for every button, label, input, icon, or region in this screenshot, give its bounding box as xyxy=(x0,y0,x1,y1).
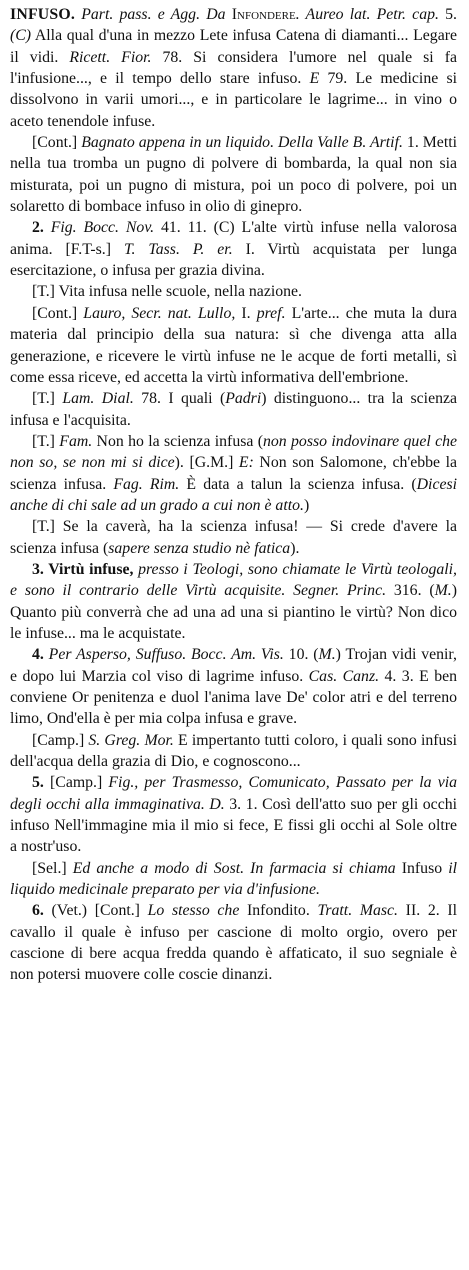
text-run: ). [G.M.] xyxy=(174,454,239,472)
italic-run: Fig. Bocc. Nov. xyxy=(43,219,155,237)
italic-run: S. Greg. Mor. xyxy=(88,731,174,749)
italic-run: E: xyxy=(238,454,254,472)
italic-run: Tratt. Masc. xyxy=(317,902,398,920)
italic-run: Lam. Dial. xyxy=(62,390,134,408)
text-run: 5. xyxy=(445,6,457,23)
text-run: 316. ( xyxy=(386,582,435,600)
italic-run: Fam. xyxy=(59,432,93,450)
text-run: [Sel.] xyxy=(32,859,73,877)
italic-run: Fag. Rim. xyxy=(113,475,180,493)
text-run: [T.] Vita infusa nelle scuole, nella nazione. xyxy=(32,283,302,301)
text-run: [Camp.] xyxy=(43,774,109,792)
text-run: 3. 1. Così dell'atto suo per gli occhi infuso Nell'immagine mia il mio si fece, E fissi gli occhi al Sole oltre a nostr'uso. xyxy=(10,795,457,856)
smallcaps-run: Infondere xyxy=(231,6,296,23)
text-run: [T.] xyxy=(32,432,60,450)
text-run: 4. 3. E ben conviene Or penitenza e duol l'anima lave De' color atri e del terreno limo, Ond'ella è per mia colpa infusa e grave. xyxy=(10,667,457,728)
entry-citation-cont-della-valle xyxy=(10,132,457,217)
italic-run: presso i Teologi, sono chiamate le Virtù teologali, e sono il contrario delle Virtù acquisite. Segner. Princ. xyxy=(10,560,457,600)
italic-run: non posso indovinare quel che non so, se non mi si dice xyxy=(10,432,457,472)
entry-definition-main xyxy=(10,4,457,132)
text-run: ) xyxy=(303,496,310,514)
italic-run: Ed anche a modo di Sost. In farmacia si chiama xyxy=(72,859,396,877)
text-run: 41. 11. (C) L'alte virtù infuse nella valorosa anima. [F.T-s.] xyxy=(10,219,457,258)
entry-sense-3-virtu-infuse xyxy=(10,559,457,644)
italic-run: Per Asperso, Suffuso. Bocc. Am. Vis. xyxy=(43,646,284,664)
entry-citation-lam-dial xyxy=(10,388,457,431)
italic-run: Lauro, Secr. nat. Lullo, xyxy=(83,304,236,322)
italic-run: Cas. Canz. xyxy=(308,667,380,685)
text-run: (Vet.) [Cont.] xyxy=(43,902,148,920)
text-run: ) Trojan vidi venir, e dopo lui Marzia col viso di lagrime infuso. xyxy=(10,646,457,685)
italic-run: M. xyxy=(434,582,452,600)
text-run: Infuso xyxy=(395,859,449,877)
text-run: 10. ( xyxy=(283,646,319,664)
text-run: 79. Le medicine si dissolvono in varii umori..., e in particolare le lagrime... in vino o aceto tenendole infuse. xyxy=(10,70,458,130)
entry-citation-se-la-cavera xyxy=(10,516,457,559)
bold-run: 2. xyxy=(32,219,44,237)
italic-run: Bagnato appena in un liquido. Della Valle B. Artif. xyxy=(81,134,403,152)
text-run: 78. Si considera l'umore nel quale si fa l'infusione..., e il tempo dello stare infuso. xyxy=(10,48,457,88)
italic-run: Fig., per Trasmesso, Comunicato, Passato per la via degli occhi alla immaginativa. D. xyxy=(10,774,457,813)
text-run: [T.] xyxy=(32,390,63,408)
text-run: 1. Metti nella tua tromba un pugno di polvere di bombarda, la qual non sia misturata, poi un pugno di mistura, poi un poco di polvere, poi un solaretto di bombace infuso in olio di ginepro. xyxy=(10,134,457,216)
italic-run: T. Tass. P. er. xyxy=(123,240,233,258)
text-run: I. xyxy=(235,304,257,322)
italic-run: sapere senza studio nè fatica xyxy=(108,539,291,557)
text-run: Non ho la scienza infusa ( xyxy=(92,432,263,450)
headword: INFUSO. xyxy=(10,6,76,23)
entry-sense-2-figurative xyxy=(10,217,457,281)
text-run: [Camp.] xyxy=(32,731,89,749)
entry-citation-s-greg-mor xyxy=(10,730,457,773)
text-run: ) distinguono... tra la scienza infusa e l'acquisita. xyxy=(10,390,457,429)
bold-run: 6. xyxy=(32,902,44,920)
italic-run: Dicesi anche di chi sale ad un grado a cui non è atto. xyxy=(10,475,457,514)
text-run: [Cont.] xyxy=(32,304,84,322)
italic-run: (C) xyxy=(10,27,32,45)
text-run: L'arte... che muta la dura materia dal principio della sua natura: sì che divenga atta alla generazione, e ricevere le virtù infuse ne le acque de forti metalli, sì come essa riceve, ed accetta la virtù informativa dell'embrione. xyxy=(10,304,457,386)
italic-run: Padri xyxy=(225,390,262,408)
italic-run: pref. xyxy=(256,304,286,322)
text-run: 78. I quali ( xyxy=(133,390,226,408)
entry-citation-lauro xyxy=(10,303,457,388)
bold-run: 3. Virtù infuse, xyxy=(32,560,134,578)
text-run: Infondito. xyxy=(239,902,318,920)
entry-citation-vita-infusa xyxy=(10,281,457,302)
entry-note-farmacia xyxy=(10,858,457,901)
entry-sense-6-veterinary xyxy=(10,900,457,985)
text-run: È data a talun la scienza infusa. ( xyxy=(179,475,417,493)
bold-run: 4. xyxy=(32,646,44,664)
italic-run: Part. pass. e Agg. Da xyxy=(75,6,232,23)
italic-run: M. xyxy=(318,646,336,664)
bold-run: 5. xyxy=(32,774,44,792)
entry-sense-4-asperso xyxy=(10,644,457,729)
italic-run: E xyxy=(309,70,320,88)
text-run: [Cont.] xyxy=(32,134,82,152)
text-run: [T.] Se la caverà, ha la scienza infusa! — Si crede d'avere la scienza infusa ( xyxy=(10,518,457,557)
italic-run: Ricett. Fior. xyxy=(69,48,152,66)
italic-run: il liquido medicinale preparato per via d'infusione. xyxy=(10,859,458,899)
text-run: Alla qual d'una in mezzo Lete infusa Catena di diamanti... Legare il vidi. xyxy=(10,27,457,66)
italic-run: . Aureo lat. Petr. cap. xyxy=(295,6,446,23)
entry-sense-5-trasmesso xyxy=(10,772,457,857)
text-run: ). xyxy=(290,539,300,557)
italic-run: Lo stesso che xyxy=(147,902,240,920)
text-run: E impertanto tutti coloro, i quali sono infusi dell'acqua della grazia di Dio, e cognoscono... xyxy=(10,731,457,771)
text-run: ) Quanto più converrà che ad una ad una si piantino le virtù? Non dico le infuse... ma le acquistate. xyxy=(10,582,457,642)
entry-citation-fam-scienza-infusa xyxy=(10,431,457,516)
text-run: I. Virtù acquistata per lunga esercitazione, o infusa per grazia divina. xyxy=(10,240,457,280)
text-run: Non son Salomone, ch'ebbe la scienza infusa. xyxy=(10,454,457,493)
text-run: II. 2. Il cavallo il quale è infuso per cascione di molto orgio, overo per cascione di bere acqua fredda quando è affaticato, il suo segniale è non potersi muovere colle coscie dinanzi. xyxy=(10,902,458,984)
